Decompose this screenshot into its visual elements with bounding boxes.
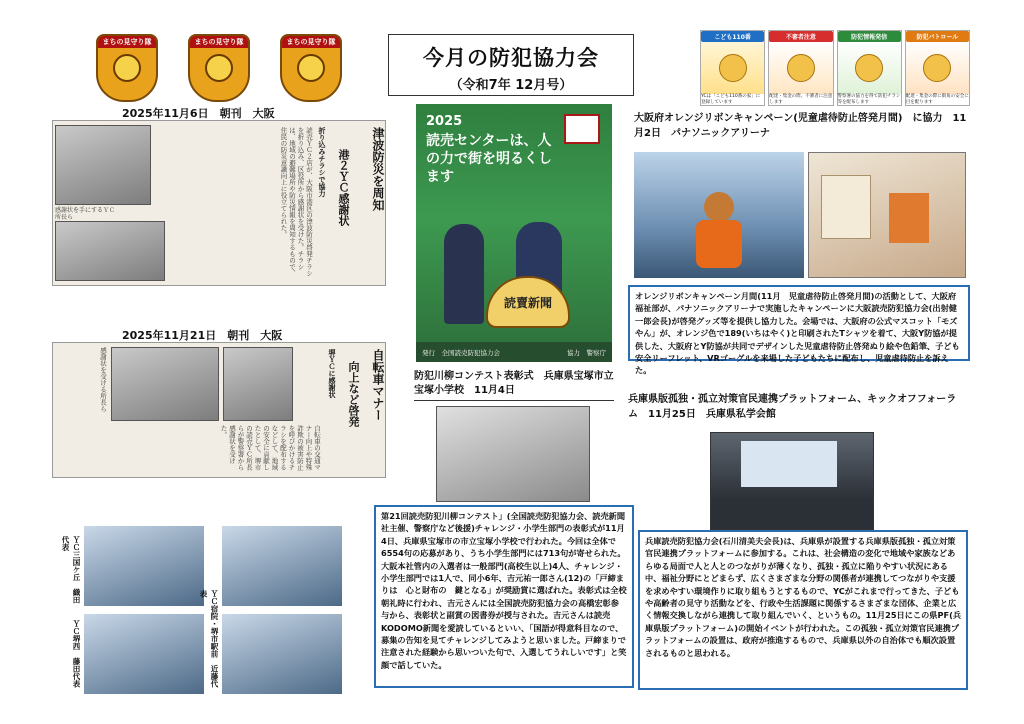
badge-label: まちの見守り隊 xyxy=(98,36,156,48)
mascot-icon xyxy=(906,42,969,94)
mascot-shirt-icon xyxy=(696,220,742,268)
clipping1-headline-main: 津波防災を周知 xyxy=(371,127,385,211)
tote-bag-icon xyxy=(821,175,871,239)
mascot-icon xyxy=(838,42,901,94)
police-emblem-icon xyxy=(113,54,141,82)
clipping1-body: 読売ＹＣ２店が、大阪市港区の津波防災啓発チラシを折り込み、区役所から感謝状を受けた。チラシは、地域の避難場所や防災情報を周知するもので、住民の防災意識向上に役立てられた。 xyxy=(279,127,313,277)
boy-figure-icon xyxy=(444,224,484,324)
panel-title: こども110番 xyxy=(701,31,764,42)
panel-caption: 配達・集金の際に街角の安全に目を配ります xyxy=(905,94,969,105)
clipping1-photo2 xyxy=(55,221,165,281)
clipping1-photo xyxy=(55,125,151,205)
poster-logo-icon xyxy=(564,114,600,144)
leaflet-icon xyxy=(889,193,929,243)
orange-photo-goods xyxy=(808,152,966,278)
clipping2 xyxy=(52,342,386,478)
clipping1-caption: 2025年11月6日 朝刊 大阪 xyxy=(116,104,312,123)
page-title: 今月の防犯協力会 xyxy=(423,46,599,70)
orange-heading: 大阪府オレンジリボンキャンペーン(児童虐待防止啓発月間) に協力 11月2日 パナソニックアリーナ xyxy=(634,113,967,139)
clipping1-kicker: 折り込みチラシで協力 xyxy=(318,127,327,197)
mascot-icon xyxy=(704,192,734,222)
clipping-photo-label-1: ＹＣ三国ケ丘 織田代表 xyxy=(61,536,81,604)
clipping2-headline-main: 自転車マナー xyxy=(371,349,385,421)
poster-slogan: 読売センターは、人の力で街を明るくします xyxy=(426,133,552,185)
hyogo-heading: 兵庫県版孤独・孤立対策官民連携プラットフォーム、キックオフフォーラム 11月25日 兵庫県私学会館 xyxy=(628,394,957,420)
panel-caption: 警察署の協力を得て防犯チラシ等を配布します xyxy=(837,94,901,105)
badge-1 xyxy=(96,34,158,102)
poster-footer-right: 協力 警察庁 xyxy=(567,348,606,357)
poster-year: 2025 xyxy=(426,114,463,129)
poster xyxy=(416,104,612,362)
clipping-photo-oda xyxy=(84,526,204,606)
clipping2-headline-sub: 向上など啓発 xyxy=(347,361,360,427)
senryu-photo xyxy=(436,406,590,502)
activity-panels xyxy=(700,30,970,106)
poster-footer-left: 発行 全国読売防犯協力会 xyxy=(422,348,500,357)
panel-title: 防犯パトロール xyxy=(906,31,969,42)
clipping-photo-label-2: ＹＣ堺西 藤田代表 xyxy=(72,620,81,688)
clipping2-body: 自転車の交通マナー向上や特殊詐欺の被害防止を呼びかけるチラシを配布するなどして、地域の安全に貢献したとして、堺市の読売ＹＣ所長らが警察署から感謝状を受けた。 xyxy=(219,425,321,471)
clipping-photo-label-3: ＹＣ宿院・堺市駅前 近藤代表 xyxy=(199,590,219,688)
panel-info xyxy=(837,30,902,106)
clipping-photo-kondo-1 xyxy=(222,526,342,606)
panel-caption: YCは「こども110番の家」に登録しています xyxy=(701,94,761,105)
badge-2 xyxy=(188,34,250,102)
clipping2-kicker: 堺ＹＣに感謝状 xyxy=(328,349,337,398)
panel-kodomo110 xyxy=(700,30,765,106)
police-emblem-icon xyxy=(205,54,233,82)
clipping2-caption: 2025年11月21日 朝刊 大阪 xyxy=(116,326,312,345)
clipping2-photo xyxy=(111,347,219,421)
projection-screen-icon xyxy=(741,441,837,487)
clipping2-photo2 xyxy=(223,347,293,421)
clipping1-headline-sub: 港２ＹＣ感謝状 xyxy=(337,149,350,226)
police-emblem-icon xyxy=(297,54,325,82)
orange-photo-mascot xyxy=(634,152,804,278)
panel-caption: 配達・集金の際、不審者に注意します xyxy=(769,94,833,105)
clipping1 xyxy=(52,120,386,286)
clipping-photo-fujita xyxy=(84,614,204,694)
badge-label: まちの見守り隊 xyxy=(190,36,248,48)
panel-suspicious xyxy=(768,30,833,106)
senryu-body: 第21回読売防犯川柳コンテスト」(全国読売防犯協力会、読売新聞社主催、警察庁など後援)チャレンジ・小学生部門の表彰式が11月4日、兵庫県宝塚市の市立宝塚小学校で行われた。今回は全体で6554句の応募があり、うち小学生部門には713句が寄せられた。大阪本社管内の入選者は一般部門(高校生以上)4人、チャレンジ・小学生部門では1人で、同小6年、吉元祐一郎さん(12)の「戸締まりは 心と財布の 鍵となる」が奨励賞に選ばれた。表彰式は全校朝礼時に行われ、吉元さんには全国読売防犯協力会の高橋宏彰参与から、表彰状と副賞の図書券が授与された。吉元さんは読売KODOMO新聞を愛読しているといい、「国語が得意科目なので、募集の告知を見てチャレンジしてみようと思いました。戸締まりで注意された経験から思いついた句で、入選してうれしいです」と笑顔で話していた。 xyxy=(374,505,634,688)
page-subtitle: （令和7年 12月号） xyxy=(449,78,573,93)
orange-body: オレンジリボンキャンペーン月間(11月 児童虐待防止啓発月間)の活動として、大阪府福祉部が、パナソニックアリーナで実施したキャンペーンに大阪読売防犯協力会(出射健一郎会長)が啓発グッズ等を提供し協力した。会場では、大阪府の公式マスコット「モズやん」が、オレンジ色で189(いちはやく)と印刷されたTシャツを着て、大阪Y防協が提供した、大阪府とY防協が共同でデザインした児童虐待防止啓発ぬり絵や色鉛筆、子ども安全リーフレット、VRゴーグルを来場した子どもたちに配布し、児童虐待防止を訴えた。 xyxy=(628,285,970,361)
mascot-icon xyxy=(769,42,832,94)
badge-label: まちの見守り隊 xyxy=(282,36,340,48)
panel-patrol xyxy=(905,30,970,106)
panel-title: 防犯情報発信 xyxy=(838,31,901,42)
poster-bag-text: 読賣新聞 xyxy=(503,295,552,310)
clipping1-photo-caption: 感謝状を手にするＹＣ所長ら xyxy=(55,207,116,221)
clipping2-photo-caption: 感謝状を受ける所長ら xyxy=(99,347,107,412)
mascot-icon xyxy=(701,42,764,94)
clipping-photo-kondo-2 xyxy=(222,614,342,694)
hyogo-body: 兵庫読売防犯協力会(石川清美夫会長)は、兵庫県が設置する兵庫県版孤独・孤立対策官民連携プラットフォームに参加する。これは、社会構造の変化で地域や家族などあらゆる局面で人と人とのつながりが薄くなり、孤独・孤立に陥りやすい状況にある中、福祉分野にとどまらず、広くさまざまな分野の関係者が連携してつながりや支援を求めやすい環境作りに取り組もうとするもので、YCがこれまで行ってきた、子どもや高齢者の見守り活動などを、行政や生活課題に関係するさまざまな団体、企業と広く情報交換しながら連携して取り組んでいく、というもの。11月25日にこの県PF(兵庫県版プラットフォーム)の開始イベントが行われた。この孤独・孤立対策官民連携プラットフォームの設置は、政府が推進するもので、兵庫県以外の自治体でも順次設置されるものと思われる。 xyxy=(638,530,968,690)
title-box xyxy=(388,34,634,96)
senryu-heading: 防犯川柳コンテスト表彰式 兵庫県宝塚市立宝塚小学校 11月4日 xyxy=(414,370,614,401)
hyogo-photo xyxy=(710,432,874,530)
badge-3 xyxy=(280,34,342,102)
panel-title: 不審者注意 xyxy=(769,31,832,42)
